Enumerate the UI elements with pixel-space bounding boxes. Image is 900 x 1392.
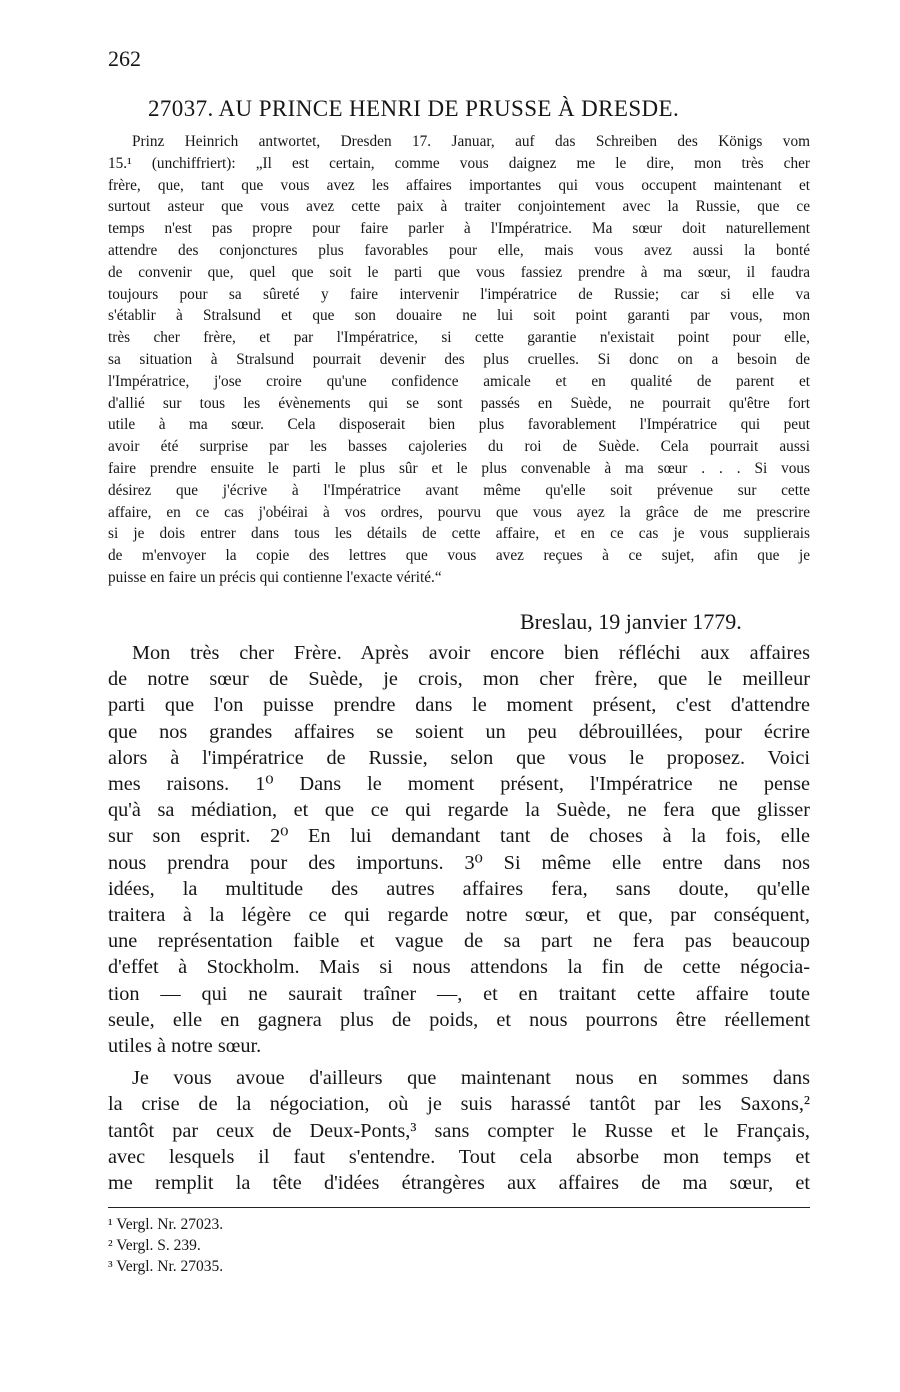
body-line: tantôt par ceux de Deux-Ponts,³ sans compter le Russe et le Français, [108, 1119, 810, 1142]
summary-line: frère, que, tant que vous avez les affaires importantes qui vous occupent maintenant et [108, 176, 810, 194]
body-line: utiles à notre sœur. [108, 1035, 262, 1058]
body-line: que nos grandes affaires se soient un peu débrouillées, pour écrire [108, 720, 810, 743]
summary-line: de convenir que, quel que soit le parti que vous fassiez prendre à ma sœur, il faudra [108, 263, 810, 281]
summary-line: surtout asteur que vous avez cette paix à traiter conjointement avec la Russie, que ce [108, 198, 810, 216]
summary-line: d'allié sur tous les évènements qui se sont passés en Suède, ne pourrait qu'être fort [108, 394, 810, 412]
body-line: parti que l'on puisse prendre dans le moment présent, c'est d'attendre [108, 694, 810, 717]
summary-line: Prinz Heinrich antwortet, Dresden 17. Januar, auf das Schreiben des Königs vom [132, 133, 810, 150]
body-line: nous prendra pour des importuns. 3⁰ Si même elle entre dans nos [108, 851, 810, 874]
body-line: une représentation faible et vague de sa part ne fera pas beaucoup [108, 930, 810, 953]
body-line: tion — qui ne saurait traîner —, et en traitant cette affaire toute [108, 982, 810, 1005]
summary-line: faire prendre ensuite le parti le plus sûr et le plus convenable à ma sœur . . . Si vous [108, 459, 810, 477]
summary-line: attendre des conjonctures plus favorables pour elle, mais vous avez aussi la bonté [108, 241, 810, 259]
summary-line: désirez que j'écrive à l'Impératrice avant même qu'elle soit prévenue sur cette [108, 481, 810, 499]
summary-line: l'Impératrice, j'ose croire qu'une confidence amicale et en qualité de parent et [108, 372, 810, 390]
body-line: idées, la multitude des autres affaires fera, sans doute, qu'elle [108, 877, 810, 900]
body-line: Mon très cher Frère. Après avoir encore bien réfléchi aux affaires [132, 642, 810, 664]
summary-line: sa situation à Stralsund pourrait devenir des plus cruelles. Si donc on a besoin de [108, 350, 810, 368]
body-paragraph-2 [108, 1065, 810, 1196]
summary-line: si je dois entrer dans tous les détails de cette affaire, et en ce cas je vous supplierais [108, 525, 810, 543]
footnote: ¹ Vergl. Nr. 27023. [108, 1216, 224, 1233]
summary-line: affaire, en ce cas j'obéirai à vos ordres, pourvu que vous ayez la grâce de me prescrire [108, 503, 810, 521]
body-line: qu'à sa médiation, et que ce qui regarde la Suède, ne fera que glisser [108, 799, 810, 822]
body-line: me remplit la tête d'idées étrangères aux affaires de ma sœur, et [108, 1172, 810, 1195]
body-line: d'effet à Stockholm. Mais si nous attendons la fin de cette négocia- [108, 956, 810, 979]
body-line: Je vous avoue d'ailleurs que maintenant nous en sommes dans [132, 1067, 810, 1090]
body-paragraph-1 [108, 640, 810, 1059]
summary-line: avoir été surprise par les basses cajoleries du roi de Suède. Cela pourrait aussi [108, 438, 810, 456]
body-line: traitera à la légère ce qui regarde notre sœur, et que, par conséquent, [108, 904, 810, 927]
footnotes [108, 1214, 223, 1277]
body-line: mes raisons. 1⁰ Dans le moment présent, l'Impératrice ne pense [108, 773, 810, 796]
page-number: 262 [108, 46, 141, 71]
summary-line: utile à ma sœur. Cela disposerait bien plus favorablement l'Impératrice qui peut [108, 416, 810, 434]
body-line: de notre sœur de Suède, je crois, mon cher frère, que le meilleur [108, 668, 810, 691]
summary-line: très cher frère, et par l'Impératrice, si cette garantie n'existait point pour elle, [108, 329, 810, 347]
letter-body [108, 640, 810, 1196]
summary-line: de m'envoyer la copie des lettres que vous avez reçues à ce sujet, afin que je [108, 547, 810, 565]
footnote-divider [108, 1207, 810, 1208]
body-line: la crise de la négociation, où je suis harassé tantôt par les Saxons,² [108, 1093, 810, 1116]
summary-line: s'établir à Stralsund et que son douaire ne lui soit point garanti par vous, mon [108, 307, 810, 325]
dateline: Breslau, 19 janvier 1779. [520, 609, 742, 634]
body-line: alors à l'impératrice de Russie, selon que vous le proposez. Voici [108, 746, 810, 769]
body-line: avec lesquels il faut s'entendre. Tout cela absorbe mon temps et [108, 1145, 810, 1168]
footnote: ³ Vergl. Nr. 27035. [108, 1258, 224, 1275]
summary-line: 15.¹ (unchiffriert): „Il est certain, comme vous daignez me le dire, mon très cher [108, 154, 810, 172]
body-line: seule, elle en gagnera plus de poids, et nous pourrons être réellement [108, 1008, 810, 1031]
letter-title: 27037. AU PRINCE HENRI DE PRUSSE À DRESDE. [148, 96, 680, 121]
body-line: sur son esprit. 2⁰ En lui demandant tant de choses à la fois, elle [108, 825, 810, 848]
summary-line: toujours pour sa sûreté y faire intervenir l'impératrice de Russie; car si elle va [108, 285, 810, 303]
summary-line: temps n'est pas propre pour faire parler à l'Impératrice. Ma sœur doit naturellement [108, 220, 810, 238]
footnote: ² Vergl. S. 239. [108, 1237, 201, 1254]
summary-line: puisse en faire un précis qui contienne l'exacte vérité.“ [108, 568, 442, 586]
summary-paragraph [108, 131, 810, 589]
